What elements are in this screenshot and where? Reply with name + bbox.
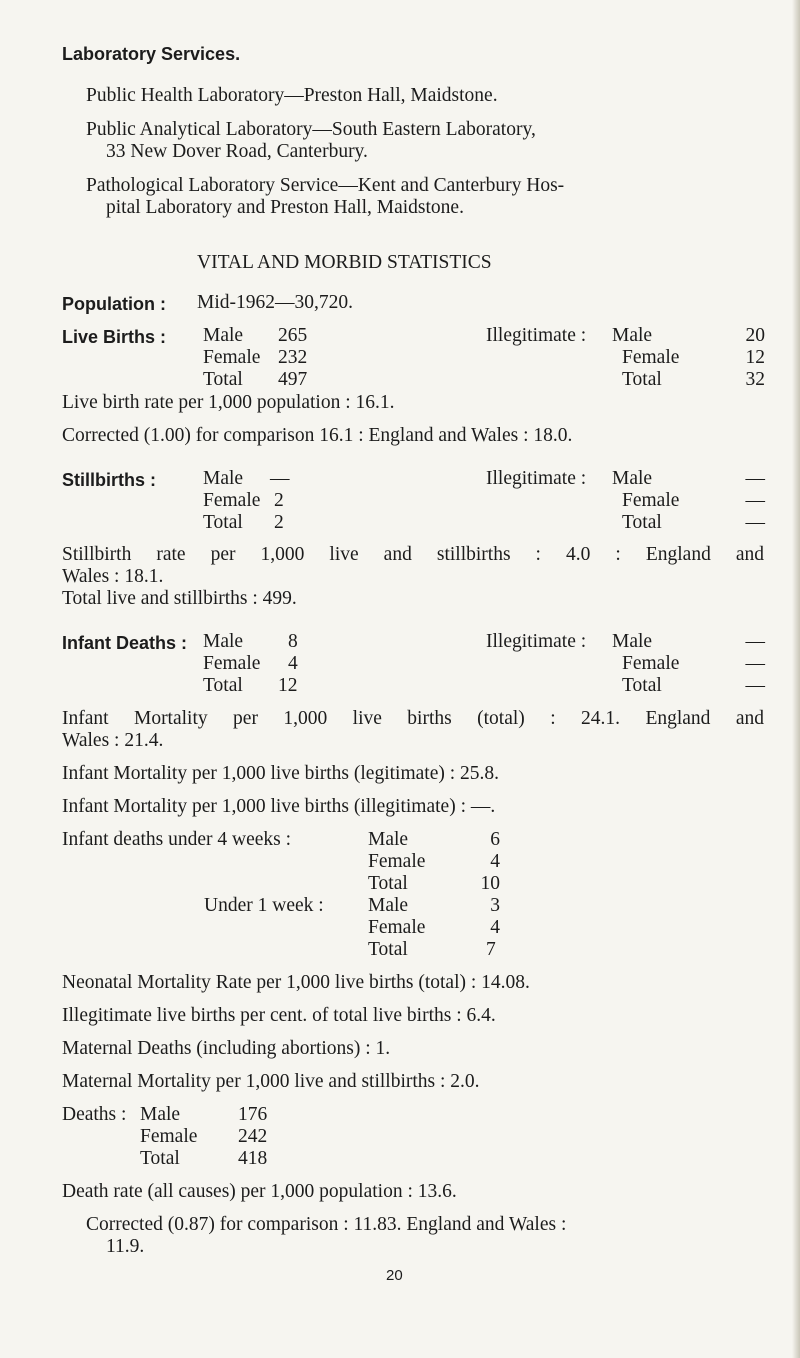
deaths-female-label: Female (140, 1126, 198, 1147)
stillbirths-illegit-total-label: Total (622, 512, 662, 533)
live-births-illegitimate-label: Illegitimate : (486, 325, 587, 346)
infant-mortality-total-line-1: Infant Mortality per 1,000 live births (total) : 24.1. England and (62, 708, 764, 729)
live-births-illegit-male-value: 20 (745, 325, 765, 346)
live-births-illegit-male-label: Male (612, 325, 653, 346)
under-4-weeks-male-label: Male (368, 829, 409, 850)
death-rate-corrected-line-2: 11.9. (106, 1236, 145, 1257)
under-1-week-label: Under 1 week : (204, 895, 324, 916)
population-value: Mid-1962—30,720. (197, 292, 353, 313)
deaths-female-value: 242 (238, 1126, 268, 1147)
under-4-weeks-male-value: 6 (490, 829, 500, 850)
stillbirths-illegit-female-label: Female (622, 490, 680, 511)
under-4-weeks-total-value: 10 (480, 873, 500, 894)
under-1-week-male-label: Male (368, 895, 409, 916)
deaths-male-label: Male (140, 1104, 181, 1125)
stillbirth-rate-line-1: Stillbirth rate per 1,000 live and stillbirths : 4.0 : England and (62, 544, 764, 565)
infant-deaths-female-value: 4 (288, 653, 298, 674)
stillbirths-total-value: 2 (274, 512, 284, 533)
illegitimate-percent: Illegitimate live births per cent. of total live births : 6.4. (62, 1005, 496, 1026)
live-births-male-label: Male (203, 325, 244, 346)
deaths-total-value: 418 (238, 1148, 268, 1169)
live-births-illegit-total-value: 32 (745, 369, 765, 390)
stillbirths-illegit-male-label: Male (612, 468, 653, 489)
page-number: 20 (386, 1267, 403, 1284)
infant-deaths-illegit-male-label: Male (612, 631, 653, 652)
heading-laboratory-services: Laboratory Services. (62, 44, 241, 64)
under-4-weeks-female-label: Female (368, 851, 426, 872)
stillbirths-male-value: — (270, 468, 290, 489)
infant-deaths-male-label: Male (203, 631, 244, 652)
infant-deaths-illegit-female-label: Female (622, 653, 680, 674)
deaths-male-value: 176 (238, 1104, 268, 1125)
infant-deaths-illegitimate-label: Illegitimate : (486, 631, 587, 652)
infant-deaths-illegit-female-value: — (745, 653, 765, 674)
infant-mortality-total-line-2: Wales : 21.4. (62, 730, 164, 751)
infant-deaths-total-value: 12 (278, 675, 298, 696)
infant-deaths-male-value: 8 (288, 631, 298, 652)
lab-line-3: 33 New Dover Road, Canterbury. (106, 141, 368, 162)
live-births-total-value: 497 (278, 369, 308, 390)
stillbirths-illegit-female-value: — (745, 490, 765, 511)
lab-line-2: Public Analytical Laboratory—South Eastern Laboratory, (86, 119, 536, 140)
stillbirths-illegit-male-value: — (745, 468, 765, 489)
section-title: VITAL AND MORBID STATISTICS (197, 252, 492, 273)
infant-deaths-illegit-male-value: — (745, 631, 765, 652)
stillbirth-rate-line-2: Wales : 18.1. (62, 566, 164, 587)
deaths-total-label: Total (140, 1148, 180, 1169)
under-1-week-total-value: 7 (486, 939, 496, 960)
under-1-week-total-label: Total (368, 939, 408, 960)
neonatal-mortality-rate: Neonatal Mortality Rate per 1,000 live births (total) : 14.08. (62, 972, 530, 993)
under-1-week-female-value: 4 (490, 917, 500, 938)
live-births-total-label: Total (203, 369, 243, 390)
deaths-label: Deaths : (62, 1104, 127, 1125)
page-edge-shadow (792, 0, 800, 1358)
infant-deaths-illegit-total-value: — (745, 675, 765, 696)
total-live-and-stillbirths: Total live and stillbirths : 499. (62, 588, 297, 609)
infant-mortality-legitimate: Infant Mortality per 1,000 live births (legitimate) : 25.8. (62, 763, 500, 784)
death-rate-corrected-line-1: Corrected (0.87) for comparison : 11.83. England and Wales : (86, 1214, 567, 1235)
live-birth-rate: Live birth rate per 1,000 population : 16.1. (62, 392, 395, 413)
under-4-weeks-label: Infant deaths under 4 weeks : (62, 829, 292, 850)
live-births-male-value: 265 (278, 325, 308, 346)
death-rate: Death rate (all causes) per 1,000 population : 13.6. (62, 1181, 457, 1202)
stillbirths-illegitimate-label: Illegitimate : (486, 468, 587, 489)
stillbirths-label: Stillbirths : (62, 470, 156, 490)
stillbirths-female-label: Female (203, 490, 261, 511)
stillbirths-total-label: Total (203, 512, 243, 533)
live-births-illegit-total-label: Total (622, 369, 662, 390)
lab-line-5: pital Laboratory and Preston Hall, Maidstone. (106, 197, 464, 218)
maternal-deaths: Maternal Deaths (including abortions) : 1. (62, 1038, 391, 1059)
live-birth-corrected: Corrected (1.00) for comparison 16.1 : England and Wales : 18.0. (62, 425, 573, 446)
under-4-weeks-total-label: Total (368, 873, 408, 894)
under-4-weeks-female-value: 4 (490, 851, 500, 872)
stillbirths-illegit-total-value: — (745, 512, 765, 533)
under-1-week-female-label: Female (368, 917, 426, 938)
stillbirths-male-label: Male (203, 468, 244, 489)
live-births-female-value: 232 (278, 347, 308, 368)
stillbirths-female-value: 2 (274, 490, 284, 511)
lab-line-1: Public Health Laboratory—Preston Hall, Maidstone. (86, 85, 498, 106)
live-births-illegit-female-value: 12 (745, 347, 765, 368)
live-births-female-label: Female (203, 347, 261, 368)
live-births-label: Live Births : (62, 327, 167, 347)
live-births-illegit-female-label: Female (622, 347, 680, 368)
population-label: Population : (62, 294, 166, 314)
infant-deaths-illegit-total-label: Total (622, 675, 662, 696)
infant-mortality-illegitimate: Infant Mortality per 1,000 live births (illegitimate) : —. (62, 796, 496, 817)
under-1-week-male-value: 3 (490, 895, 500, 916)
lab-line-4: Pathological Laboratory Service—Kent and Canterbury Hos- (86, 175, 565, 196)
maternal-mortality: Maternal Mortality per 1,000 live and stillbirths : 2.0. (62, 1071, 480, 1092)
infant-deaths-total-label: Total (203, 675, 243, 696)
infant-deaths-female-label: Female (203, 653, 261, 674)
infant-deaths-label: Infant Deaths : (62, 633, 188, 653)
